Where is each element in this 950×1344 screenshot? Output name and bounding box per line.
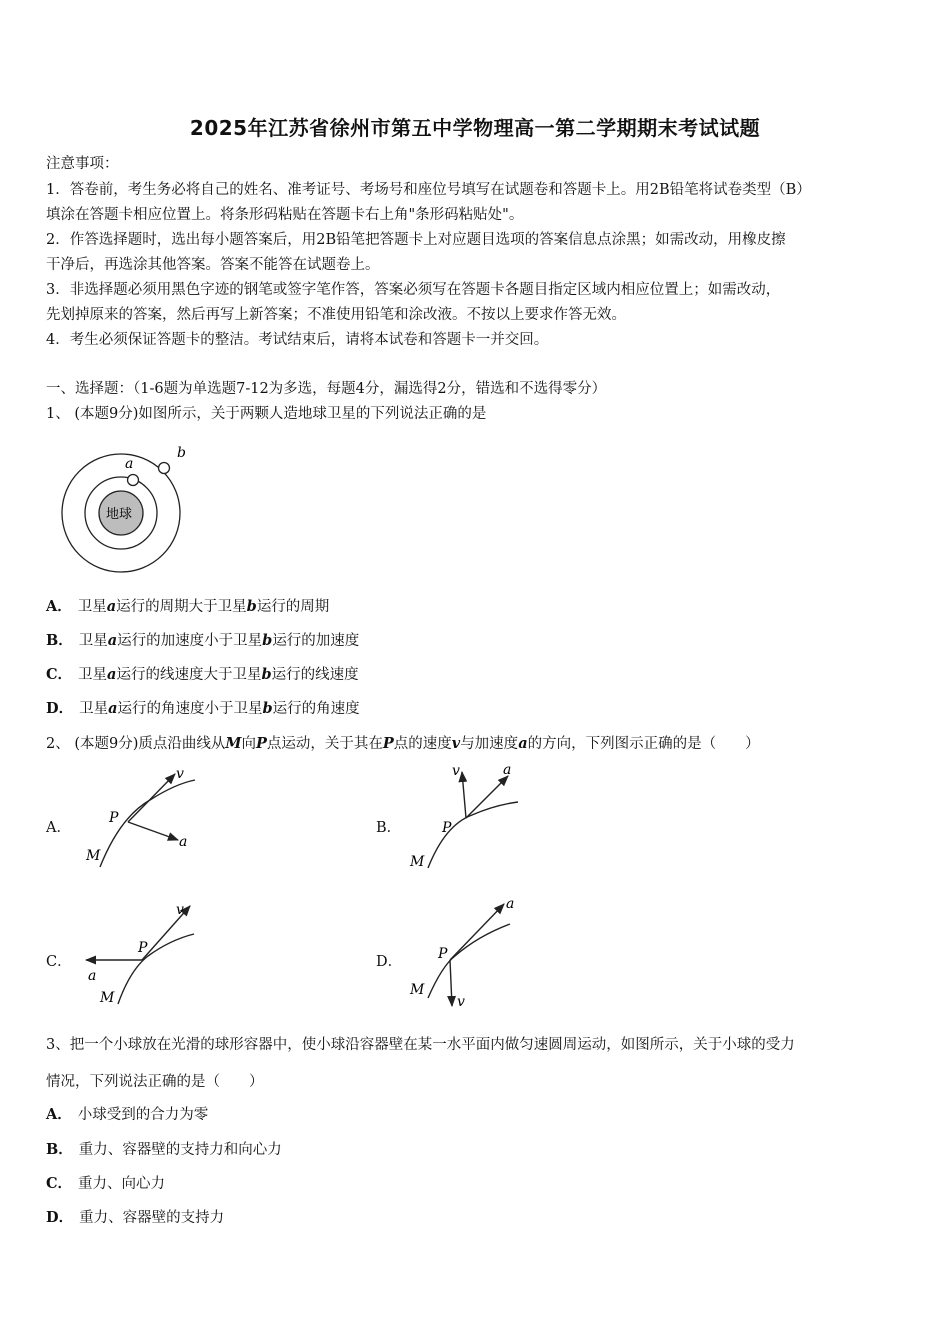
label-v: v: [176, 766, 184, 782]
q3-option-a[interactable]: A． 小球受到的合力为零: [46, 1106, 209, 1123]
acceleration-arrow: [466, 776, 508, 818]
satellite-b-label: b: [177, 445, 186, 461]
velocity-arrow: [450, 960, 452, 1006]
notice-line: 1．答卷前，考生务必将自己的姓名、准考证号、考场号和座位号填写在试题卷和答题卡上。用2B铅笔将试卷类型（B）: [46, 182, 811, 198]
label-a: a: [506, 896, 515, 912]
label-m: M: [410, 854, 425, 870]
label-v: v: [176, 902, 184, 918]
section-heading: 一、选择题：（1-6题为单选题7-12为多选，每题4分，漏选得2分，错选和不选得零分）: [46, 381, 607, 397]
acceleration-arrow: [450, 904, 504, 960]
notice-line: 4．考生必须保证答题卡的整洁。考试结束后，请将本试卷和答题卡一并交回。: [46, 332, 549, 348]
satellite-b: [159, 463, 170, 474]
q3-option-d[interactable]: D． 重力、容器壁的支持力: [46, 1209, 225, 1226]
q2-option-b-label[interactable]: B．: [376, 820, 402, 836]
q1-option-d[interactable]: D． 卫星a运行的角速度小于卫星b运行的角速度: [46, 700, 360, 717]
q3-stem-line1: 3、把一个小球放在光滑的球形容器中，使小球沿容器壁在某一水平面内做匀速圆周运动，如图所示，关于小球的受力: [46, 1037, 795, 1053]
q3-option-c[interactable]: C． 重力、向心力: [46, 1175, 166, 1192]
earth-label: 地球: [106, 507, 133, 522]
notice-line: 填涂在答题卡相应位置上。将条形码粘贴在答题卡右上角"条形码粘贴处"。: [46, 207, 524, 223]
q2-option-a-label[interactable]: A．: [46, 820, 71, 836]
q1-option-b[interactable]: B． 卫星a运行的加速度小于卫星b运行的加速度: [46, 632, 360, 649]
q3-stem-line2: 情况，下列说法正确的是（ ）: [46, 1074, 264, 1090]
notice-line: 干净后，再选涂其他答案。答案不能答在试题卷上。: [46, 257, 380, 273]
label-p: P: [109, 810, 119, 826]
acceleration-arrow: [128, 822, 178, 840]
notice-line: 2．作答选择题时，选出每小题答案后，用2B铅笔把答题卡上对应题目选项的答案信息点涂黑；如需改动，用橡皮擦: [46, 232, 786, 248]
q3-option-b[interactable]: B． 重力、容器壁的支持力和向心力: [46, 1141, 282, 1158]
label-p: P: [438, 946, 448, 962]
label-m: M: [410, 982, 425, 998]
q2-stem: 2、 (本题9分)质点沿曲线从M向P点运动，关于其在P点的速度v与加速度a的方向，下列图示正确的是（ ）: [46, 735, 760, 752]
q2-figure-d[interactable]: [400, 894, 530, 1010]
q2-option-c-label[interactable]: C．: [46, 954, 72, 970]
page-title: 2025年江苏省徐州市第五中学物理高一第二学期期末考试试题: [189, 116, 761, 140]
q2-figure-b[interactable]: [400, 760, 530, 872]
label-p: P: [442, 820, 452, 836]
q2-option-d-label[interactable]: D．: [376, 954, 403, 970]
q1-stem: 1、 (本题9分)如图所示，关于两颗人造地球卫星的下列说法正确的是: [46, 406, 487, 422]
notice-line: 3．非选择题必须用黑色字迹的钢笔或签字笔作答，答案必须写在答题卡各题目指定区域内相应位置上；如需改动，: [46, 282, 781, 298]
satellite-a-label: a: [125, 456, 134, 472]
label-v: v: [457, 994, 465, 1010]
q2-figure-a[interactable]: [80, 762, 210, 872]
notice-heading: 注意事项：: [46, 156, 119, 172]
q1-option-c[interactable]: C． 卫星a运行的线速度大于卫星b运行的线速度: [46, 666, 359, 683]
velocity-arrow: [462, 772, 466, 818]
label-p: P: [138, 940, 148, 956]
q1-option-a[interactable]: A． 卫星a运行的周期大于卫星b运行的周期: [46, 598, 330, 615]
velocity-arrow: [128, 774, 175, 822]
q2-figure-c[interactable]: [80, 898, 210, 1010]
q1-orbit-figure: [55, 440, 205, 580]
label-a: a: [88, 968, 97, 984]
label-a: a: [179, 834, 188, 850]
label-m: M: [86, 848, 101, 864]
label-m: M: [100, 990, 115, 1006]
label-a: a: [503, 762, 512, 778]
label-v: v: [452, 763, 460, 779]
satellite-a: [128, 475, 139, 486]
notice-line: 先划掉原来的答案，然后再写上新答案；不准使用铅笔和涂改液。不按以上要求作答无效。: [46, 307, 626, 323]
